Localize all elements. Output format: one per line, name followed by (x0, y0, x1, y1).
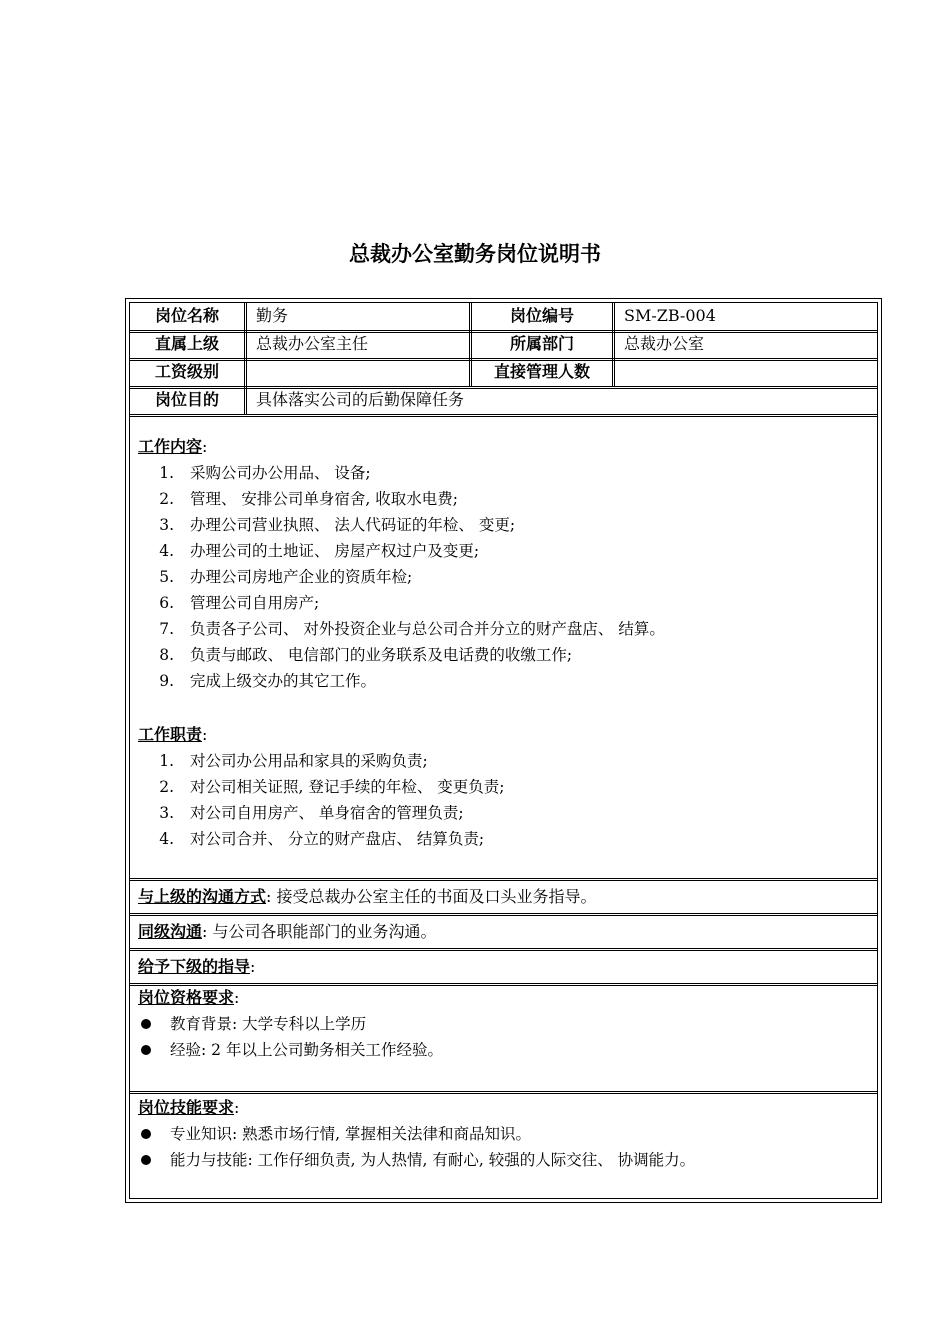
item-number: 6. (159, 594, 174, 612)
list-item (138, 512, 515, 538)
item-number: 8. (159, 646, 174, 664)
list-item (138, 564, 412, 590)
item-number: 4. (159, 830, 174, 848)
item-number: 3. (159, 804, 174, 822)
department-label: 所属部门 (509, 334, 574, 353)
item-text: 对公司合并、 分立的财产盘店、 结算负责; (190, 830, 485, 848)
item-text: 办理公司营业执照、 法人代码证的年检、 变更; (190, 516, 516, 534)
bullet-icon (141, 1019, 151, 1029)
subordinate-guidance: 给予下级的指导: (138, 957, 256, 976)
purpose-value: 具体落实公司的后勤保障任务 (256, 390, 465, 409)
document-title: 总裁办公室勤务岗位说明书 (349, 242, 601, 266)
skills-heading: 岗位技能要求: (138, 1098, 240, 1117)
list-item (138, 486, 458, 512)
section-divider (130, 1091, 877, 1094)
list-item (138, 800, 464, 826)
post-name-label: 岗位名称 (154, 306, 219, 325)
bullet-item: 能力与技能: 工作仔细负责, 为人热情, 有耐心, 较强的人际交往、 协调能力。 (170, 1151, 696, 1169)
section-divider (130, 878, 877, 881)
col-divider-3 (612, 303, 615, 387)
bullet-icon (141, 1129, 151, 1139)
item-number: 5. (159, 568, 174, 586)
bullet-icon (141, 1155, 151, 1165)
department-value: 总裁办公室 (624, 334, 705, 353)
item-number: 3. (159, 516, 174, 534)
qualification-heading: 岗位资格要求: (138, 988, 240, 1007)
superior-label: 直属上级 (154, 334, 219, 353)
managed-count-label: 直接管理人数 (493, 362, 590, 381)
duties-heading: 工作职责: (138, 725, 208, 744)
item-text: 办理公司的土地证、 房屋产权过户及变更; (190, 542, 480, 560)
purpose-label: 岗位目的 (154, 390, 219, 409)
bullet-item: 专业知识: 熟悉市场行情, 掌握相关法律和商品知识。 (170, 1125, 532, 1143)
row-divider (130, 414, 877, 417)
post-code-label: 岗位编号 (509, 306, 574, 325)
table-inner-border (129, 302, 878, 1199)
item-text: 负责各子公司、 对外投资企业与总公司合并分立的财产盘店、 结算。 (190, 620, 665, 638)
list-item (138, 460, 371, 486)
item-text: 管理公司自用房产; (190, 594, 320, 612)
job-description-table (125, 298, 882, 1203)
item-text: 负责与邮政、 电信部门的业务联系及电话费的收缴工作; (190, 646, 573, 664)
list-item (138, 642, 572, 668)
item-text: 对公司相关证照, 登记手续的年检、 变更负责; (190, 778, 505, 796)
item-number: 9. (159, 672, 174, 690)
post-code-value: SM-ZB-004 (624, 306, 716, 325)
bullet-item: 教育背景: 大学专科以上学历 (170, 1015, 367, 1033)
item-text: 采购公司办公用品、 设备; (190, 464, 371, 482)
item-text: 对公司办公用品和家具的采购负责; (190, 752, 428, 770)
salary-label: 工资级别 (154, 362, 219, 381)
post-name-value: 勤务 (256, 306, 289, 325)
item-text: 管理、 安排公司单身宿舍, 收取水电费; (190, 490, 459, 508)
bullet-item: 经验: 2 年以上公司勤务相关工作经验。 (170, 1041, 443, 1059)
bullet-icon (141, 1045, 151, 1055)
item-text: 办理公司房地产企业的资质年检; (190, 568, 413, 586)
work-content-heading: 工作内容: (138, 437, 208, 456)
item-number: 2. (159, 778, 174, 796)
peer-communication: 同级沟通: 与公司各职能部门的业务沟通。 (138, 922, 437, 941)
list-item (138, 616, 665, 642)
list-item (138, 668, 376, 694)
list-item (138, 538, 479, 564)
list-item (138, 826, 484, 852)
item-text: 完成上级交办的其它工作。 (190, 672, 377, 690)
list-item (138, 774, 505, 800)
item-number: 1. (159, 464, 174, 482)
item-number: 1. (159, 752, 174, 770)
superior-value: 总裁办公室主任 (256, 334, 369, 353)
section-divider (130, 913, 877, 916)
item-number: 7. (159, 620, 174, 638)
item-text: 对公司自用房产、 单身宿舍的管理负责; (190, 804, 464, 822)
upward-communication: 与上级的沟通方式: 接受总裁办公室主任的书面及口头业务指导。 (138, 887, 597, 906)
section-divider (130, 983, 877, 986)
list-item (138, 748, 428, 774)
item-number: 4. (159, 542, 174, 560)
list-item (138, 590, 319, 616)
item-number: 2. (159, 490, 174, 508)
section-divider (130, 948, 877, 951)
